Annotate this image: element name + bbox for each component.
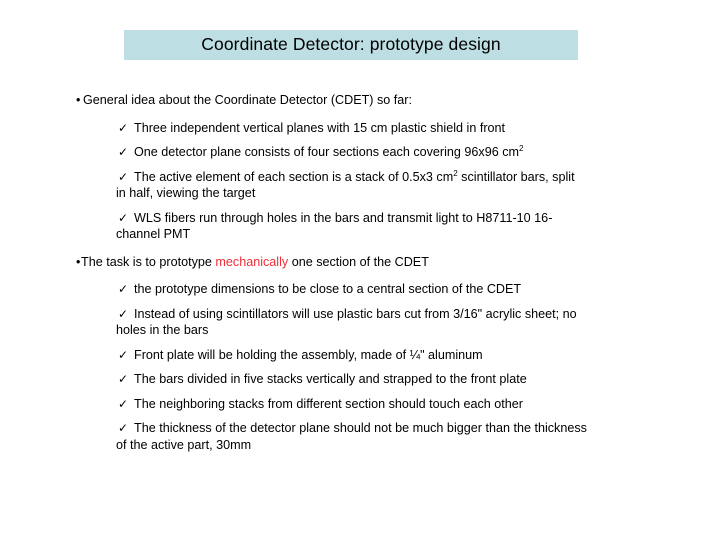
superscript: 2 (519, 143, 524, 153)
list-item-text: The thickness of the detector plane should not be much bigger than the thickness of the active part, 30mm (116, 421, 587, 452)
list-item-text-before: The active element of each section is a stack of 0.5x3 cm (134, 169, 454, 184)
list-item-front-plate (0, 347, 720, 364)
bullet-task-emphasis: mechanically (215, 254, 289, 269)
list-item-text: Instead of using scintillators will use plastic bars cut from 3/16" acrylic sheet; no holes in the bars (116, 306, 577, 337)
list-item-active-element (0, 169, 720, 202)
page-title: Coordinate Detector: prototype design (201, 34, 501, 55)
list-item-five-stacks (0, 371, 720, 388)
list-item-text (116, 144, 587, 161)
bullet-intro-text: General idea about the Coordinate Detector (CDET) so far: (83, 93, 412, 107)
list-item-sections (0, 144, 720, 161)
list-item-plane-thickness (0, 420, 720, 453)
check-icon: ✓ (118, 421, 129, 435)
list-item-prototype-dimensions (0, 281, 720, 298)
check-icon: ✓ (118, 210, 129, 225)
bullet-dot-icon: • (76, 93, 81, 107)
bullet-task-suffix: one section of the CDET (288, 254, 429, 269)
bullet-task (0, 255, 720, 271)
check-icon: ✓ (118, 145, 129, 159)
list-item-text-before: One detector plane consists of four sections each covering 96x96 cm (134, 145, 520, 159)
list-item-text: WLS fibers run through holes in the bars and transmit light to H8711-10 16-channel PMT (116, 210, 553, 241)
slide-title-banner (124, 30, 578, 60)
list-item-text: The bars divided in five stacks vertically and strapped to the front plate (134, 372, 527, 386)
list-item-neighboring-stacks (0, 396, 720, 413)
superscript: 2 (453, 168, 458, 178)
list-item-text: the prototype dimensions to be close to a central section of the CDET (134, 282, 522, 296)
check-icon: ✓ (118, 282, 129, 296)
check-icon: ✓ (118, 169, 129, 184)
list-item-text-after: scintillator bars, split in half, viewing the target (116, 169, 575, 200)
list-item-acrylic-bars (0, 306, 720, 339)
check-icon: ✓ (118, 372, 129, 386)
bullet-intro (0, 93, 720, 109)
check-icon: ✓ (118, 347, 129, 362)
list-item-text: The neighboring stacks from different section should touch each other (134, 396, 524, 411)
list-item-planes (0, 120, 720, 137)
bullet-dot-icon: • (76, 254, 81, 269)
list-item-wls-fibers (0, 210, 720, 243)
list-item-text (116, 169, 587, 202)
check-icon: ✓ (118, 120, 129, 135)
check-icon: ✓ (118, 396, 129, 411)
check-icon: ✓ (118, 306, 129, 321)
list-item-text: Front plate will be holding the assembly, made of ¼" aluminum (134, 347, 483, 362)
slide-body (0, 93, 720, 461)
list-item-text: Three independent vertical planes with 15 cm plastic shield in front (134, 120, 506, 135)
bullet-task-prefix: The task is to prototype (81, 254, 216, 269)
